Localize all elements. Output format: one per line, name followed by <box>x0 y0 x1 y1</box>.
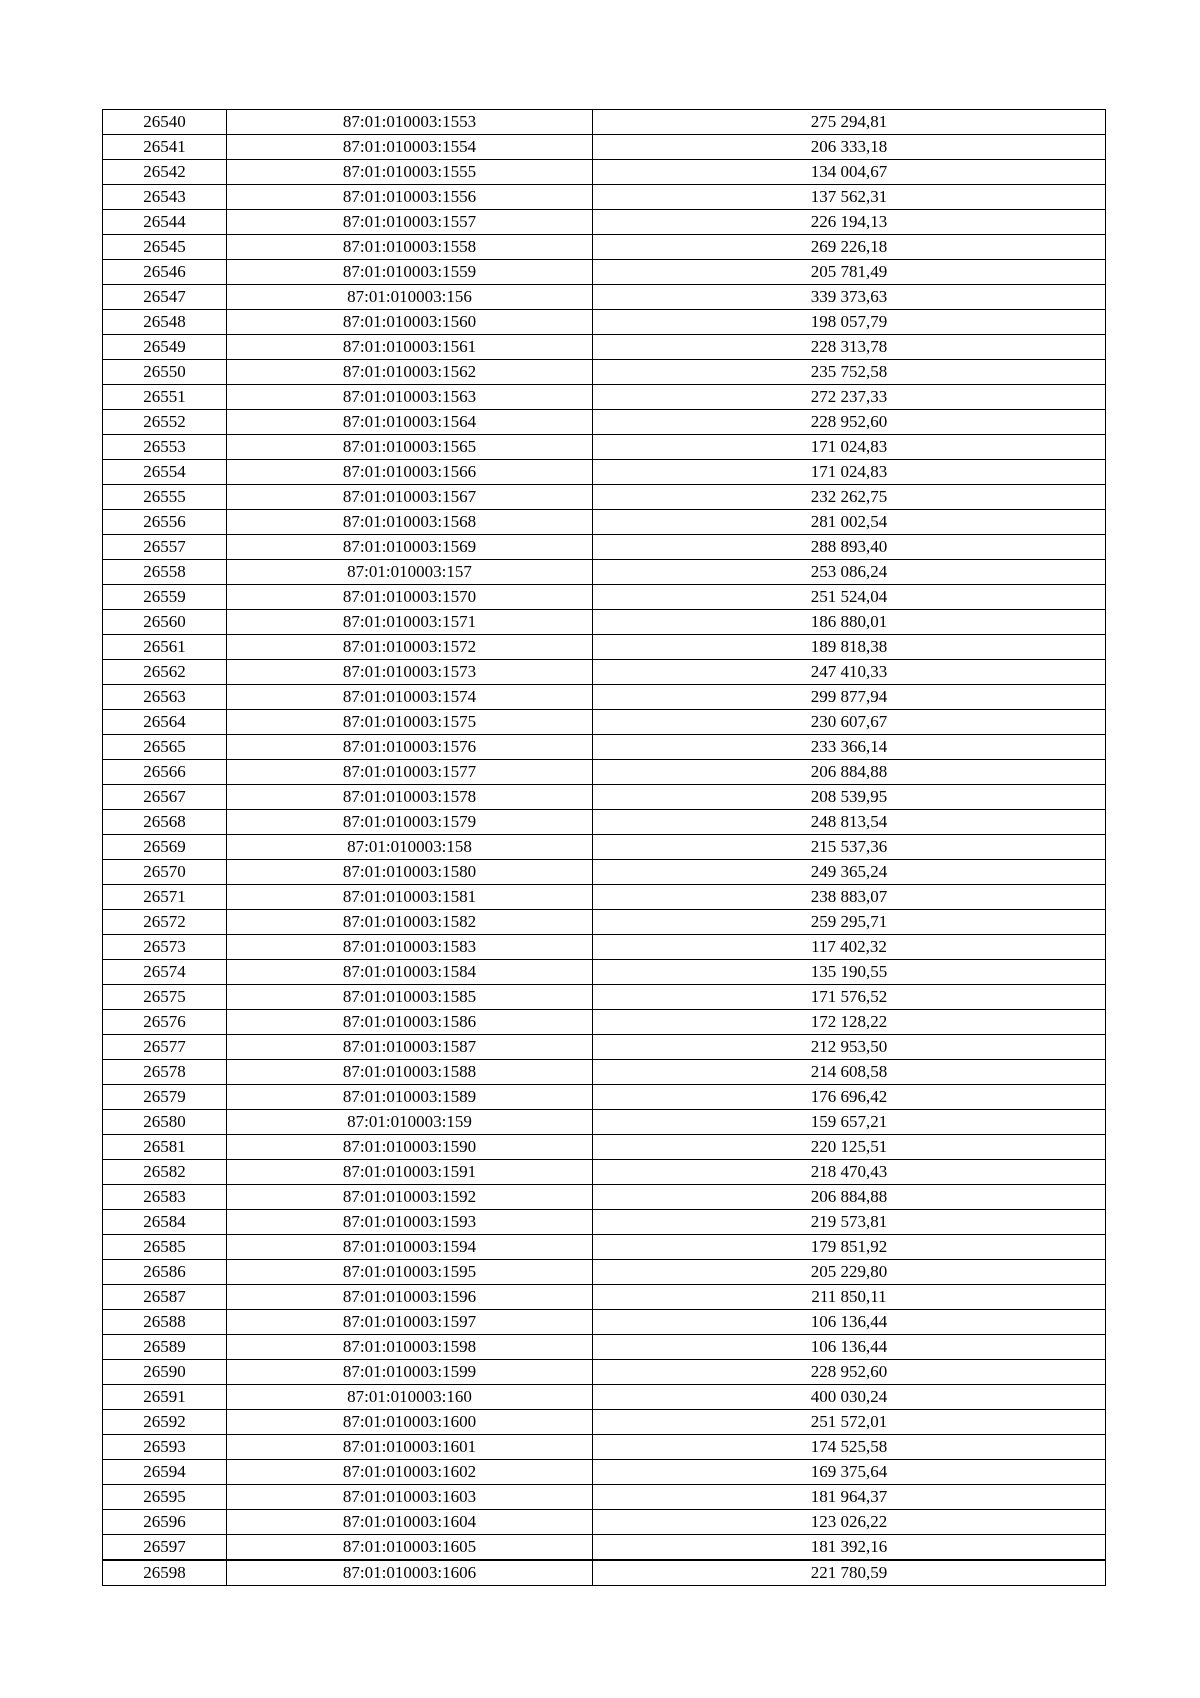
table-row <box>103 685 1106 710</box>
row-number-cell: 26588 <box>103 1310 227 1335</box>
row-number-cell: 26555 <box>103 485 227 510</box>
cadastral-number-cell: 87:01:010003:1579 <box>227 810 593 835</box>
value-cell: 251 524,04 <box>593 585 1106 610</box>
row-number-cell: 26592 <box>103 1410 227 1435</box>
value-cell: 137 562,31 <box>593 185 1106 210</box>
cadastral-number-cell: 87:01:010003:1572 <box>227 635 593 660</box>
value-cell: 215 537,36 <box>593 835 1106 860</box>
row-number-cell: 26573 <box>103 935 227 960</box>
value-cell: 181 964,37 <box>593 1485 1106 1510</box>
row-number-cell: 26580 <box>103 1110 227 1135</box>
table-row <box>103 1385 1106 1410</box>
value-cell: 269 226,18 <box>593 235 1106 260</box>
value-cell: 253 086,24 <box>593 560 1106 585</box>
row-number-cell: 26560 <box>103 610 227 635</box>
row-number-cell: 26578 <box>103 1060 227 1085</box>
row-number-cell: 26561 <box>103 635 227 660</box>
row-number-cell: 26547 <box>103 285 227 310</box>
value-cell: 214 608,58 <box>593 1060 1106 1085</box>
cadastral-number-cell: 87:01:010003:1560 <box>227 310 593 335</box>
table-row <box>103 1360 1106 1385</box>
value-cell: 228 952,60 <box>593 1360 1106 1385</box>
table-row <box>103 460 1106 485</box>
row-number-cell: 26566 <box>103 760 227 785</box>
value-cell: 189 818,38 <box>593 635 1106 660</box>
cadastral-number-cell: 87:01:010003:1581 <box>227 885 593 910</box>
table-row <box>103 160 1106 185</box>
table-row <box>103 485 1106 510</box>
value-cell: 275 294,81 <box>593 110 1106 135</box>
row-number-cell: 26544 <box>103 210 227 235</box>
cadastral-number-cell: 87:01:010003:1568 <box>227 510 593 535</box>
table-row <box>103 335 1106 360</box>
row-number-cell: 26581 <box>103 1135 227 1160</box>
row-number-cell: 26570 <box>103 860 227 885</box>
table-row <box>103 360 1106 385</box>
value-cell: 106 136,44 <box>593 1335 1106 1360</box>
row-number-cell: 26577 <box>103 1035 227 1060</box>
cadastral-number-cell: 87:01:010003:1604 <box>227 1510 593 1535</box>
table-row <box>103 210 1106 235</box>
value-cell: 238 883,07 <box>593 885 1106 910</box>
table-row <box>103 135 1106 160</box>
value-cell: 235 752,58 <box>593 360 1106 385</box>
cadastral-number-cell: 87:01:010003:1576 <box>227 735 593 760</box>
cadastral-number-cell: 87:01:010003:1573 <box>227 660 593 685</box>
value-cell: 205 229,80 <box>593 1260 1106 1285</box>
value-cell: 251 572,01 <box>593 1410 1106 1435</box>
table-row <box>103 1460 1106 1485</box>
cadastral-number-cell: 87:01:010003:1584 <box>227 960 593 985</box>
row-number-cell: 26586 <box>103 1260 227 1285</box>
cadastral-number-cell: 87:01:010003:1566 <box>227 460 593 485</box>
table-row <box>103 1185 1106 1210</box>
table-row <box>103 1135 1106 1160</box>
row-number-cell: 26571 <box>103 885 227 910</box>
cadastral-number-cell: 87:01:010003:1563 <box>227 385 593 410</box>
cadastral-number-cell: 87:01:010003:1606 <box>227 1560 593 1586</box>
row-number-cell: 26582 <box>103 1160 227 1185</box>
cadastral-number-cell: 87:01:010003:1569 <box>227 535 593 560</box>
value-cell: 174 525,58 <box>593 1435 1106 1460</box>
value-cell: 212 953,50 <box>593 1035 1106 1060</box>
cadastral-number-cell: 87:01:010003:1598 <box>227 1335 593 1360</box>
row-number-cell: 26558 <box>103 560 227 585</box>
value-cell: 233 366,14 <box>593 735 1106 760</box>
cadastral-number-cell: 87:01:010003:1587 <box>227 1035 593 1060</box>
table-row <box>103 310 1106 335</box>
cadastral-number-cell: 87:01:010003:1556 <box>227 185 593 210</box>
table-row <box>103 1110 1106 1135</box>
table-row <box>103 585 1106 610</box>
table-row <box>103 385 1106 410</box>
value-cell: 400 030,24 <box>593 1385 1106 1410</box>
table-row <box>103 835 1106 860</box>
row-number-cell: 26551 <box>103 385 227 410</box>
table-row <box>103 1485 1106 1510</box>
cadastral-number-cell: 87:01:010003:1596 <box>227 1285 593 1310</box>
table-row <box>103 960 1106 985</box>
table-row <box>103 1560 1106 1586</box>
table-row <box>103 785 1106 810</box>
cadastral-number-cell: 87:01:010003:1599 <box>227 1360 593 1385</box>
row-number-cell: 26557 <box>103 535 227 560</box>
cadastral-number-cell: 87:01:010003:1571 <box>227 610 593 635</box>
cadastral-number-cell: 87:01:010003:1594 <box>227 1235 593 1260</box>
cadastral-number-cell: 87:01:010003:1555 <box>227 160 593 185</box>
row-number-cell: 26587 <box>103 1285 227 1310</box>
table-row <box>103 810 1106 835</box>
row-number-cell: 26593 <box>103 1435 227 1460</box>
cadastral-number-cell: 87:01:010003:1570 <box>227 585 593 610</box>
value-cell: 106 136,44 <box>593 1310 1106 1335</box>
row-number-cell: 26569 <box>103 835 227 860</box>
row-number-cell: 26567 <box>103 785 227 810</box>
table-row <box>103 435 1106 460</box>
value-cell: 134 004,67 <box>593 160 1106 185</box>
value-cell: 232 262,75 <box>593 485 1106 510</box>
value-cell: 123 026,22 <box>593 1510 1106 1535</box>
cadastral-number-cell: 87:01:010003:1595 <box>227 1260 593 1285</box>
cadastral-number-cell: 87:01:010003:1603 <box>227 1485 593 1510</box>
row-number-cell: 26591 <box>103 1385 227 1410</box>
table-row <box>103 610 1106 635</box>
row-number-cell: 26589 <box>103 1335 227 1360</box>
row-number-cell: 26546 <box>103 260 227 285</box>
row-number-cell: 26559 <box>103 585 227 610</box>
table-row <box>103 560 1106 585</box>
cadastral-number-cell: 87:01:010003:1553 <box>227 110 593 135</box>
row-number-cell: 26574 <box>103 960 227 985</box>
cadastral-number-cell: 87:01:010003:1565 <box>227 435 593 460</box>
value-cell: 218 470,43 <box>593 1160 1106 1185</box>
table-row <box>103 660 1106 685</box>
table-row <box>103 1010 1106 1035</box>
cadastral-number-cell: 87:01:010003:1585 <box>227 985 593 1010</box>
value-cell: 135 190,55 <box>593 960 1106 985</box>
table-row <box>103 1210 1106 1235</box>
cadastral-value-table <box>102 109 1106 1586</box>
value-cell: 299 877,94 <box>593 685 1106 710</box>
cadastral-number-cell: 87:01:010003:1580 <box>227 860 593 885</box>
row-number-cell: 26554 <box>103 460 227 485</box>
table-row <box>103 1285 1106 1310</box>
table-body <box>103 110 1106 1586</box>
row-number-cell: 26594 <box>103 1460 227 1485</box>
cadastral-number-cell: 87:01:010003:1558 <box>227 235 593 260</box>
table-row <box>103 1510 1106 1535</box>
row-number-cell: 26583 <box>103 1185 227 1210</box>
value-cell: 259 295,71 <box>593 910 1106 935</box>
cadastral-number-cell: 87:01:010003:1605 <box>227 1535 593 1561</box>
table-row <box>103 935 1106 960</box>
table-row <box>103 710 1106 735</box>
cadastral-number-cell: 87:01:010003:1588 <box>227 1060 593 1085</box>
cadastral-number-cell: 87:01:010003:1577 <box>227 760 593 785</box>
row-number-cell: 26543 <box>103 185 227 210</box>
cadastral-number-cell: 87:01:010003:1575 <box>227 710 593 735</box>
row-number-cell: 26598 <box>103 1560 227 1586</box>
table-row <box>103 260 1106 285</box>
table-row <box>103 885 1106 910</box>
table-row <box>103 860 1106 885</box>
cadastral-number-cell: 87:01:010003:1590 <box>227 1135 593 1160</box>
value-cell: 186 880,01 <box>593 610 1106 635</box>
cadastral-number-cell: 87:01:010003:1591 <box>227 1160 593 1185</box>
value-cell: 339 373,63 <box>593 285 1106 310</box>
row-number-cell: 26579 <box>103 1085 227 1110</box>
row-number-cell: 26545 <box>103 235 227 260</box>
table-row <box>103 635 1106 660</box>
cadastral-number-cell: 87:01:010003:156 <box>227 285 593 310</box>
value-cell: 228 313,78 <box>593 335 1106 360</box>
row-number-cell: 26584 <box>103 1210 227 1235</box>
table-row <box>103 410 1106 435</box>
table-row <box>103 1035 1106 1060</box>
value-cell: 159 657,21 <box>593 1110 1106 1135</box>
row-number-cell: 26562 <box>103 660 227 685</box>
cadastral-number-cell: 87:01:010003:157 <box>227 560 593 585</box>
cadastral-number-cell: 87:01:010003:1602 <box>227 1460 593 1485</box>
row-number-cell: 26563 <box>103 685 227 710</box>
table-row <box>103 510 1106 535</box>
table-row <box>103 535 1106 560</box>
table-row <box>103 235 1106 260</box>
row-number-cell: 26565 <box>103 735 227 760</box>
value-cell: 171 576,52 <box>593 985 1106 1010</box>
row-number-cell: 26595 <box>103 1485 227 1510</box>
cadastral-number-cell: 87:01:010003:1564 <box>227 410 593 435</box>
value-cell: 248 813,54 <box>593 810 1106 835</box>
table-row <box>103 1435 1106 1460</box>
table-row <box>103 910 1106 935</box>
cadastral-number-cell: 87:01:010003:159 <box>227 1110 593 1135</box>
cadastral-number-cell: 87:01:010003:1559 <box>227 260 593 285</box>
cadastral-number-cell: 87:01:010003:1600 <box>227 1410 593 1435</box>
row-number-cell: 26572 <box>103 910 227 935</box>
cadastral-number-cell: 87:01:010003:1562 <box>227 360 593 385</box>
cadastral-number-cell: 87:01:010003:1578 <box>227 785 593 810</box>
table-row <box>103 1235 1106 1260</box>
table-row <box>103 1060 1106 1085</box>
row-number-cell: 26542 <box>103 160 227 185</box>
cadastral-number-cell: 87:01:010003:1597 <box>227 1310 593 1335</box>
value-cell: 181 392,16 <box>593 1535 1106 1561</box>
value-cell: 220 125,51 <box>593 1135 1106 1160</box>
table-row <box>103 285 1106 310</box>
cadastral-number-cell: 87:01:010003:1557 <box>227 210 593 235</box>
row-number-cell: 26541 <box>103 135 227 160</box>
row-number-cell: 26553 <box>103 435 227 460</box>
value-cell: 230 607,67 <box>593 710 1106 735</box>
value-cell: 206 884,88 <box>593 1185 1106 1210</box>
value-cell: 171 024,83 <box>593 460 1106 485</box>
value-cell: 219 573,81 <box>593 1210 1106 1235</box>
table-row <box>103 735 1106 760</box>
cadastral-number-cell: 87:01:010003:1567 <box>227 485 593 510</box>
table-row <box>103 1410 1106 1435</box>
row-number-cell: 26597 <box>103 1535 227 1561</box>
cadastral-number-cell: 87:01:010003:1592 <box>227 1185 593 1210</box>
value-cell: 247 410,33 <box>593 660 1106 685</box>
value-cell: 228 952,60 <box>593 410 1106 435</box>
value-cell: 288 893,40 <box>593 535 1106 560</box>
cadastral-number-cell: 87:01:010003:1561 <box>227 335 593 360</box>
cadastral-number-cell: 87:01:010003:158 <box>227 835 593 860</box>
table-row <box>103 185 1106 210</box>
value-cell: 211 850,11 <box>593 1285 1106 1310</box>
row-number-cell: 26548 <box>103 310 227 335</box>
table-row <box>103 1085 1106 1110</box>
cadastral-number-cell: 87:01:010003:1601 <box>227 1435 593 1460</box>
value-cell: 169 375,64 <box>593 1460 1106 1485</box>
row-number-cell: 26549 <box>103 335 227 360</box>
value-cell: 206 333,18 <box>593 135 1106 160</box>
row-number-cell: 26540 <box>103 110 227 135</box>
row-number-cell: 26585 <box>103 1235 227 1260</box>
cadastral-number-cell: 87:01:010003:1574 <box>227 685 593 710</box>
value-cell: 176 696,42 <box>593 1085 1106 1110</box>
value-cell: 198 057,79 <box>593 310 1106 335</box>
table-row <box>103 110 1106 135</box>
row-number-cell: 26576 <box>103 1010 227 1035</box>
row-number-cell: 26590 <box>103 1360 227 1385</box>
table-row <box>103 1310 1106 1335</box>
table-row <box>103 1160 1106 1185</box>
value-cell: 249 365,24 <box>593 860 1106 885</box>
row-number-cell: 26552 <box>103 410 227 435</box>
row-number-cell: 26575 <box>103 985 227 1010</box>
cadastral-number-cell: 87:01:010003:1583 <box>227 935 593 960</box>
table-row <box>103 760 1106 785</box>
cadastral-number-cell: 87:01:010003:1582 <box>227 910 593 935</box>
value-cell: 171 024,83 <box>593 435 1106 460</box>
value-cell: 206 884,88 <box>593 760 1106 785</box>
table-row <box>103 985 1106 1010</box>
cadastral-number-cell: 87:01:010003:1593 <box>227 1210 593 1235</box>
row-number-cell: 26550 <box>103 360 227 385</box>
value-cell: 272 237,33 <box>593 385 1106 410</box>
value-cell: 221 780,59 <box>593 1560 1106 1586</box>
value-cell: 226 194,13 <box>593 210 1106 235</box>
row-number-cell: 26564 <box>103 710 227 735</box>
row-number-cell: 26596 <box>103 1510 227 1535</box>
row-number-cell: 26556 <box>103 510 227 535</box>
cadastral-number-cell: 87:01:010003:1554 <box>227 135 593 160</box>
value-cell: 172 128,22 <box>593 1010 1106 1035</box>
cadastral-number-cell: 87:01:010003:1589 <box>227 1085 593 1110</box>
cadastral-number-cell: 87:01:010003:1586 <box>227 1010 593 1035</box>
value-cell: 281 002,54 <box>593 510 1106 535</box>
value-cell: 117 402,32 <box>593 935 1106 960</box>
table-row <box>103 1535 1106 1561</box>
cadastral-number-cell: 87:01:010003:160 <box>227 1385 593 1410</box>
table-row <box>103 1260 1106 1285</box>
value-cell: 208 539,95 <box>593 785 1106 810</box>
value-cell: 205 781,49 <box>593 260 1106 285</box>
value-cell: 179 851,92 <box>593 1235 1106 1260</box>
row-number-cell: 26568 <box>103 810 227 835</box>
table-row <box>103 1335 1106 1360</box>
